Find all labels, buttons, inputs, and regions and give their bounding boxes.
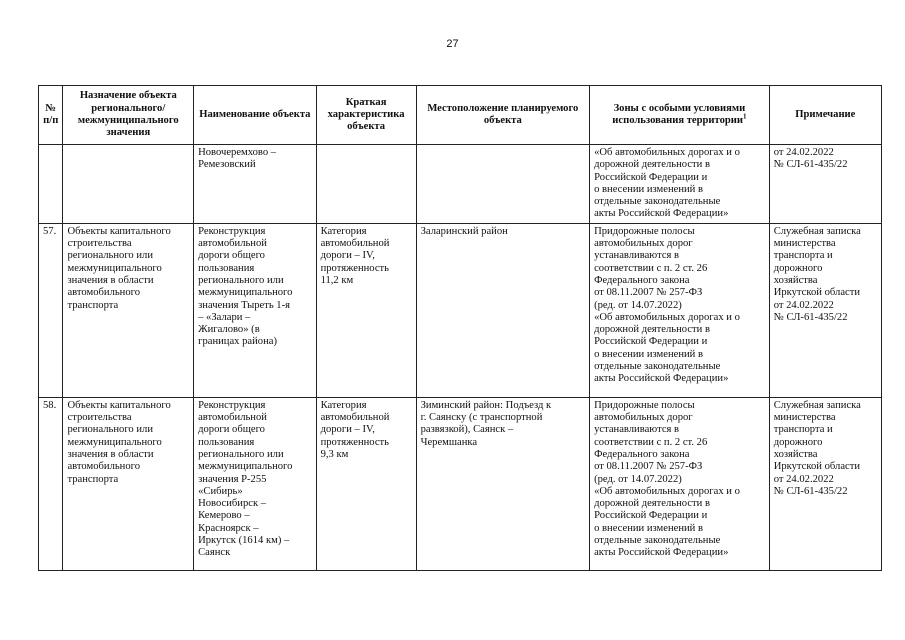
- cell-note: Служебная записка министерства транспорта и дорожного хозяйства Иркутской области от 24.02.2022 № СЛ-61-435/22: [769, 223, 881, 397]
- cell-num: 58.: [39, 397, 63, 570]
- header-location: Местоположение планируемого объекта: [416, 86, 589, 145]
- objects-table: [38, 85, 882, 571]
- header-name: Наименование объекта: [194, 86, 316, 145]
- cell-note: от 24.02.2022 № СЛ-61-435/22: [769, 145, 881, 224]
- cell-note: Служебная записка министерства транспорта и дорожного хозяйства Иркутской области от 24.02.2022 № СЛ-61-435/22: [769, 397, 881, 570]
- cell-name: Реконструкция автомобильной дороги общего пользования регионального или межмуниципального значения Р-255 «Сибирь» Новосибирск – Кемерово – Красноярск – Иркутск (1614 км) – Саянск: [194, 397, 316, 570]
- cell-purpose: Объекты капитального строительства регионального или межмуниципального значения в области автомобильного транспорта: [63, 397, 194, 570]
- table-header-row: [39, 86, 882, 145]
- cell-num: [39, 145, 63, 224]
- cell-zones: Придорожные полосы автомобильных дорог устанавливаются в соответствии с п. 2 ст. 26 Федерального закона от 08.11.2007 № 257-ФЗ (ред. от 14.07.2022) «Об автомобильных дорогах и о дорожной деятельности в Российской Федерации и о внесении изменений в отдельные законодательные акты Российской Федерации»: [590, 397, 770, 570]
- header-purpose: Назначение объекта регионального/ межмуниципального значения: [63, 86, 194, 145]
- cell-name: Новочеремхово – Ремезовский: [194, 145, 316, 224]
- cell-characteristic: Категория автомобильной дороги – IV, протяженность 11,2 км: [316, 223, 416, 397]
- header-zones-label: Зоны с особыми условиями использования территории: [612, 102, 746, 126]
- table-row: [39, 397, 882, 570]
- header-num: № п/п: [39, 86, 63, 145]
- cell-zones: Придорожные полосы автомобильных дорог устанавливаются в соответствии с п. 2 ст. 26 Федерального закона от 08.11.2007 № 257-ФЗ (ред. от 14.07.2022) «Об автомобильных дорогах и о дорожной деятельности в Российской Федерации и о внесении изменений в отдельные законодательные акты Российской Федерации»: [590, 223, 770, 397]
- cell-purpose: [63, 145, 194, 224]
- cell-zones: «Об автомобильных дорогах и о дорожной деятельности в Российской Федерации и о внесении изменений в отдельные законодательные акты Российской Федерации»: [590, 145, 770, 224]
- cell-characteristic: Категория автомобильной дороги – IV, протяженность 9,3 км: [316, 397, 416, 570]
- table-row: [39, 223, 882, 397]
- header-zones: [590, 86, 770, 145]
- cell-name: Реконструкция автомобильной дороги общего пользования регионального или межмуниципального значения Тыреть 1-я – «Залари – Жигалово» (в границах района): [194, 223, 316, 397]
- cell-purpose: Объекты капитального строительства регионального или межмуниципального значения в области автомобильного транспорта: [63, 223, 194, 397]
- page-number: 27: [446, 38, 459, 50]
- cell-location: Зиминский район: Подъезд к г. Саянску (с транспортной развязкой), Саянск – Черемшанка: [416, 397, 589, 570]
- cell-num: 57.: [39, 223, 63, 397]
- header-characteristic: Краткая характеристика объекта: [316, 86, 416, 145]
- table-row: [39, 145, 882, 224]
- cell-location: [416, 145, 589, 224]
- footnote-marker: 1: [742, 112, 747, 121]
- cell-characteristic: [316, 145, 416, 224]
- cell-location: Заларинский район: [416, 223, 589, 397]
- header-note: Примечание: [769, 86, 881, 145]
